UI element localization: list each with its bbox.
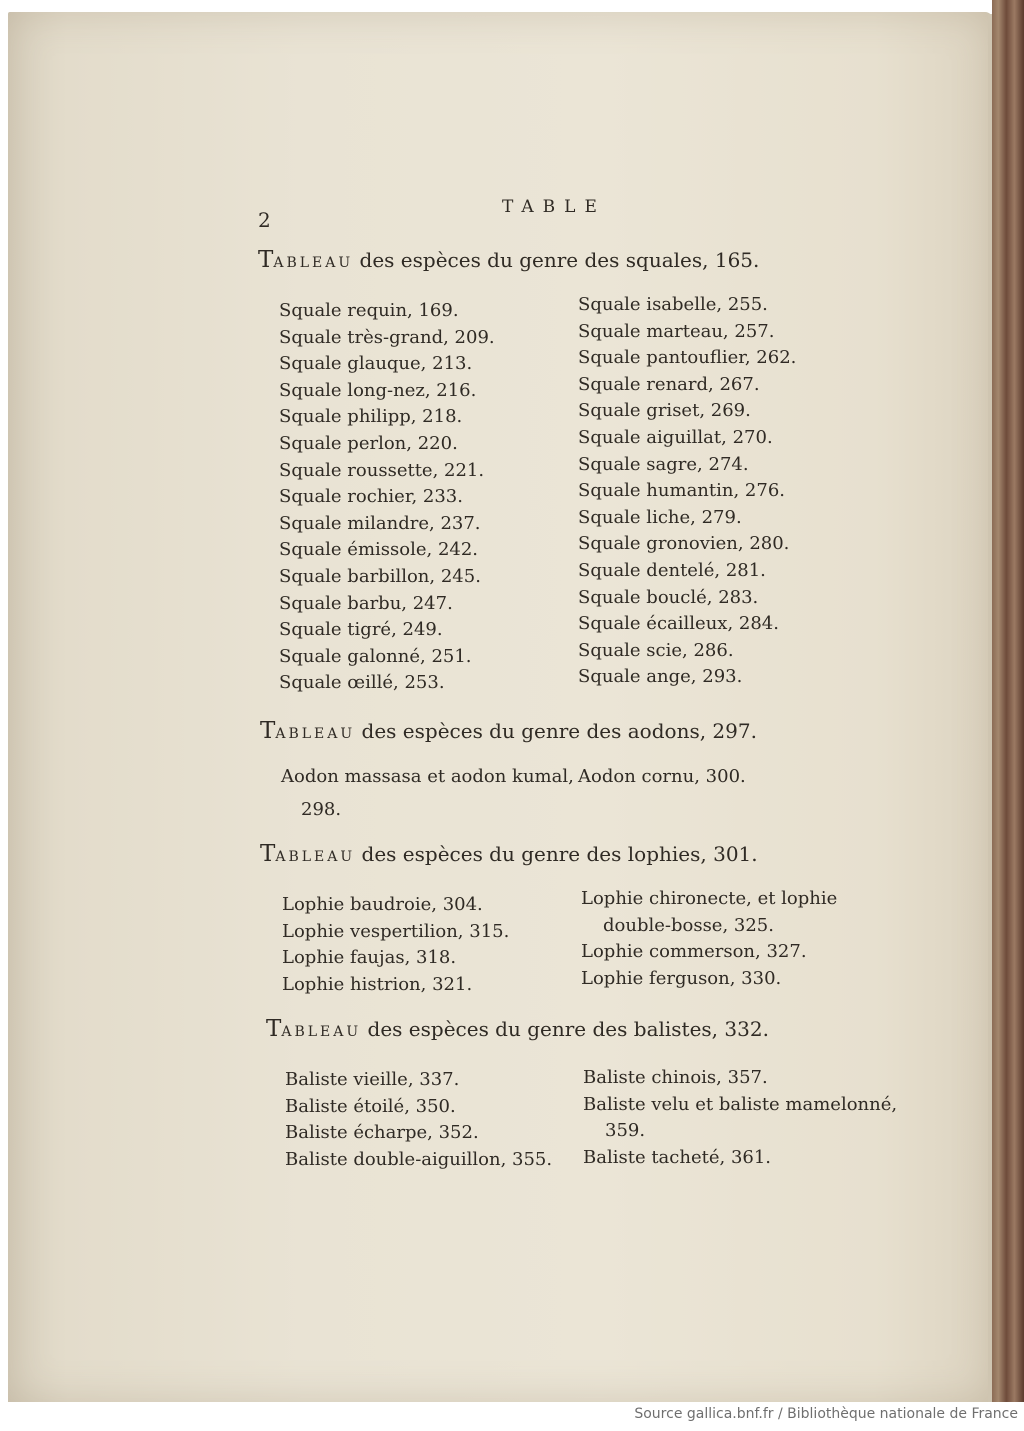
- list-item: Squale tigré, 249.: [279, 619, 443, 641]
- list-item: Squale émissole, 242.: [279, 539, 479, 561]
- list-item: double-bosse, 325.: [603, 914, 774, 936]
- section-heading-balistes: [266, 1016, 769, 1042]
- list-item: Baliste double-aiguillon, 355.: [285, 1148, 553, 1170]
- list-item: Lophie faujas, 318.: [282, 947, 457, 969]
- paper-sheet: [8, 12, 993, 1402]
- heading-text: des espèces du genre des aodons, 297.: [355, 719, 757, 743]
- list-item: Squale rochier, 233.: [279, 486, 463, 508]
- list-item: Squale gronovien, 280.: [578, 533, 790, 555]
- heading-initial: T: [260, 841, 276, 867]
- list-item: Squale scie, 286.: [578, 639, 734, 661]
- list-item: Squale écailleux, 284.: [578, 613, 779, 635]
- list-item: Squale griset, 269.: [578, 400, 751, 422]
- page-number: 2: [258, 208, 271, 232]
- list-item: Lophie baudroie, 304.: [282, 894, 483, 915]
- source-footer: [0, 1402, 1024, 1431]
- heading-initial: T: [260, 718, 276, 744]
- list-item: Squale aiguillat, 270.: [578, 426, 773, 448]
- list-item: Squale bouclé, 283.: [578, 586, 759, 608]
- heading-small-caps: ABLEAU: [275, 726, 356, 742]
- list-item: Baliste étoilé, 350.: [285, 1095, 456, 1117]
- list-item: Lophie commerson, 327.: [581, 941, 807, 963]
- list-item: Squale perlon, 220.: [279, 432, 458, 454]
- running-head: TABLE: [502, 197, 606, 217]
- list-item: Lophie histrion, 321.: [282, 973, 473, 995]
- list-item: Aodon massasa et aodon kumal,: [281, 766, 574, 787]
- source-credit: Source gallica.bnf.fr / Bibliothèque nationale de France: [634, 1406, 1018, 1422]
- list-item: Baliste tacheté, 361.: [583, 1146, 772, 1168]
- list-item: Squale long-nez, 216.: [279, 379, 477, 401]
- squales-right-column: [578, 292, 796, 691]
- heading-text: des espèces du genre des balistes, 332.: [361, 1017, 769, 1041]
- list-item: Lophie vespertilion, 315.: [282, 920, 510, 942]
- balistes-left-column: [285, 1067, 552, 1173]
- list-item: Squale ange, 293.: [578, 666, 743, 688]
- list-item: Squale requin, 169.: [279, 300, 459, 321]
- list-item: Squale milandre, 237.: [279, 512, 481, 534]
- list-item: Squale isabelle, 255.: [578, 294, 768, 315]
- heading-text: des espèces du genre des lophies, 301.: [355, 842, 758, 866]
- list-item: Baliste vieille, 337.: [285, 1069, 460, 1090]
- balistes-right-column: [583, 1065, 897, 1171]
- list-item: Squale roussette, 221.: [279, 459, 485, 481]
- book-spine: [992, 0, 1024, 1402]
- list-item: 359.: [605, 1120, 646, 1142]
- section-heading-aodons: [260, 718, 757, 744]
- list-item: Squale liche, 279.: [578, 506, 742, 528]
- heading-small-caps: ABLEAU: [273, 255, 354, 271]
- heading-initial: T: [258, 247, 274, 273]
- list-item: Squale philipp, 218.: [279, 406, 463, 428]
- list-item: Squale barbillon, 245.: [279, 565, 481, 587]
- list-item: Squale barbu, 247.: [279, 592, 453, 614]
- list-item: Squale dentelé, 281.: [578, 559, 766, 581]
- list-item: Squale marteau, 257.: [578, 320, 775, 342]
- heading-initial: T: [266, 1016, 282, 1042]
- list-item: 298.: [301, 799, 342, 820]
- list-item: Squale très-grand, 209.: [279, 326, 495, 348]
- list-item: Lophie ferguson, 330.: [581, 967, 782, 989]
- list-item: Baliste chinois, 357.: [583, 1067, 768, 1088]
- list-item: Squale glauque, 213.: [279, 353, 473, 375]
- heading-small-caps: ABLEAU: [275, 849, 356, 865]
- list-item: Lophie chironecte, et lophie: [581, 888, 838, 909]
- list-item: Squale œillé, 253.: [279, 672, 445, 694]
- list-item: Baliste velu et baliste mamelonné,: [583, 1093, 898, 1115]
- section-heading-lophies: [260, 841, 758, 867]
- lophies-right-column: [581, 886, 837, 992]
- list-item: Squale sagre, 274.: [578, 453, 749, 475]
- list-item: Baliste écharpe, 352.: [285, 1122, 479, 1144]
- list-item: Squale pantouflier, 262.: [578, 347, 797, 369]
- lophies-left-column: [282, 892, 509, 998]
- heading-text: des espèces du genre des squales, 165.: [353, 248, 760, 272]
- section-heading-squales: [258, 247, 759, 273]
- heading-small-caps: ABLEAU: [281, 1024, 362, 1040]
- squales-left-column: [279, 298, 495, 697]
- list-item: Squale renard, 267.: [578, 373, 760, 395]
- list-item: Squale humantin, 276.: [578, 480, 785, 502]
- list-item: Aodon cornu, 300.: [578, 766, 746, 787]
- list-item: Squale galonné, 251.: [279, 645, 472, 667]
